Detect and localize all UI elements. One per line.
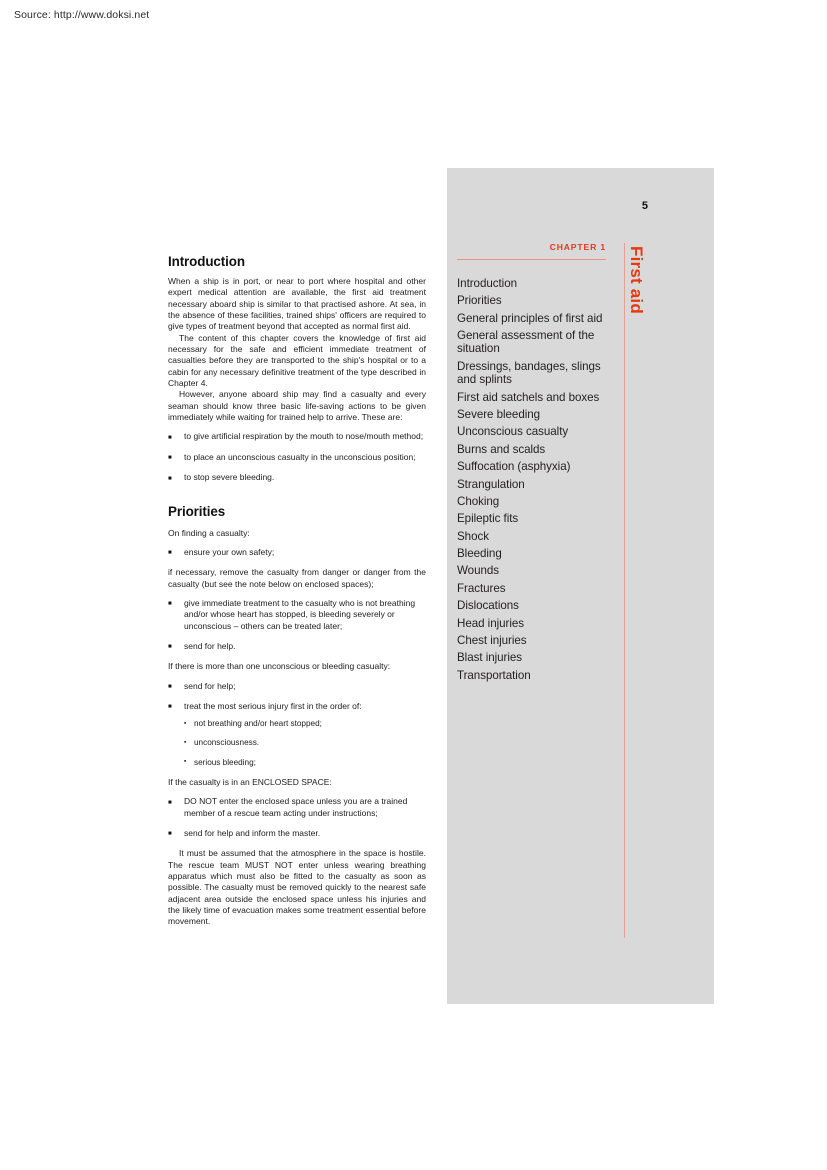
list-item: ■ DO NOT enter the enclosed space unless you are a trained member of a rescue team acting under instructions; (168, 796, 426, 819)
toc-item[interactable]: Strangulation (457, 477, 525, 491)
toc-item[interactable]: Unconscious casualty (457, 425, 569, 439)
chapter-divider-rule (457, 259, 606, 260)
intro-bullet-list (168, 431, 426, 483)
page-number: 5 (641, 200, 648, 212)
list-item: ■ treat the most serious injury first in the order of: (168, 701, 426, 712)
list-item: ■ send for help; (168, 681, 426, 692)
chapter-contents-list (457, 277, 617, 686)
intro-paragraph-1: When a ship is in port, or near to port where hospital and other expert medical attention are available, the first aid treatment necessary aboard ship is similar to that practised ashore. At sea, in the absence of these facilities, trained ships' officers are required to give types of treatment beyond that accepted as normal first aid. (168, 276, 426, 332)
chapter-label: CHAPTER 1 (549, 242, 606, 252)
main-text-column (168, 254, 426, 928)
toc-item[interactable]: Shock (457, 529, 489, 543)
page-title: Introduction (168, 254, 245, 269)
list-item: ▪ unconsciousness. (184, 737, 426, 748)
toc-item[interactable]: General assessment of the situation (457, 329, 595, 356)
priorities-middle-paragraph: if necessary, remove the casualty from danger or danger from the casualty (but see the note below on enclosed spaces); (168, 567, 426, 589)
toc-item[interactable]: Priorities (457, 294, 502, 308)
vertical-chapter-title: First aid (627, 246, 646, 314)
toc-item[interactable]: Dressings, bandages, slings and splints (457, 359, 601, 387)
toc-item[interactable]: Transportation (457, 668, 531, 682)
toc-item[interactable]: General principles of first aid (457, 311, 603, 325)
source-attribution: Source: http://www.doksi.net (14, 9, 150, 21)
priorities-bullet-list-1 (168, 547, 426, 558)
priorities-bullet-list-3 (168, 681, 426, 713)
toc-item[interactable]: Wounds (457, 564, 500, 578)
priorities-lead-in-1: On finding a casualty: (168, 527, 250, 538)
toc-item[interactable]: Dislocations (457, 599, 519, 613)
toc-item[interactable]: Choking (457, 494, 500, 508)
toc-item[interactable]: Burns and scalds (457, 442, 546, 456)
list-item: ■ to stop severe bleeding. (168, 472, 426, 483)
list-item: ▪ not breathing and/or heart stopped; (184, 718, 426, 729)
chapter-side-panel (447, 168, 714, 1004)
toc-item[interactable]: Epileptic fits (457, 512, 519, 526)
toc-item[interactable]: Head injuries (457, 616, 525, 630)
vertical-accent-rule (624, 243, 625, 938)
list-item: ■ to place an unconscious casualty in the unconscious position; (168, 452, 426, 463)
toc-item[interactable]: Chest injuries (457, 634, 527, 648)
toc-item[interactable]: Introduction (457, 277, 517, 290)
toc-item[interactable]: Bleeding (457, 547, 502, 561)
priorities-lead-in-2: If there is more than one unconscious or bleeding casualty: (168, 661, 391, 672)
list-item: ■ ensure your own safety; (168, 547, 426, 558)
priorities-bullet-list-2 (168, 598, 426, 652)
toc-item[interactable]: Severe bleeding (457, 407, 541, 421)
list-item: ▪ serious bleeding; (184, 757, 426, 768)
priorities-lead-in-3: If the casualty is in an ENCLOSED SPACE: (168, 776, 332, 787)
priorities-sub-bullet-list (184, 718, 426, 768)
priorities-closing-paragraph: It must be assumed that the atmosphere in the space is hostile. The rescue team MUST NOT enter unless wearing breathing apparatus which must also be fitted to the casualty as soon as possible. The casualty must be removed quickly to the nearest safe adjacent area outside the enclosed space unless his injuries and the likely time of evacuation makes some treatment essential before movement. (168, 848, 426, 927)
toc-item[interactable]: Suffocation (asphyxia) (457, 460, 571, 474)
priorities-heading: Priorities (168, 503, 226, 519)
priorities-bullet-list-4 (168, 796, 426, 839)
list-item: ■ to give artificial respiration by the mouth to nose/mouth method; (168, 431, 426, 442)
list-item: ■ send for help and inform the master. (168, 828, 426, 839)
list-item: ■ send for help. (168, 641, 426, 652)
toc-item[interactable]: First aid satchels and boxes (457, 390, 600, 404)
toc-item[interactable]: Fractures (457, 581, 506, 595)
priorities-sub-list-wrapper (184, 718, 426, 768)
list-item: ■ give immediate treatment to the casualty who is not breathing and/or whose heart has stopped, is bleeding severely or unconscious – others can be treated later; (168, 598, 426, 632)
intro-paragraph-3: However, anyone aboard ship may find a casualty and every seaman should know three basic life-saving actions to be given immediately while waiting for trained help to arrive. These are: (168, 389, 426, 423)
intro-paragraph-2: The content of this chapter covers the knowledge of first aid necessary for the safe and efficient immediate treatment of casualties before they are transported to the ship's hospital or to a cabin for any necessary definitive treatment of the type described in Chapter 4. (168, 332, 426, 389)
toc-item[interactable]: Blast injuries (457, 651, 523, 665)
